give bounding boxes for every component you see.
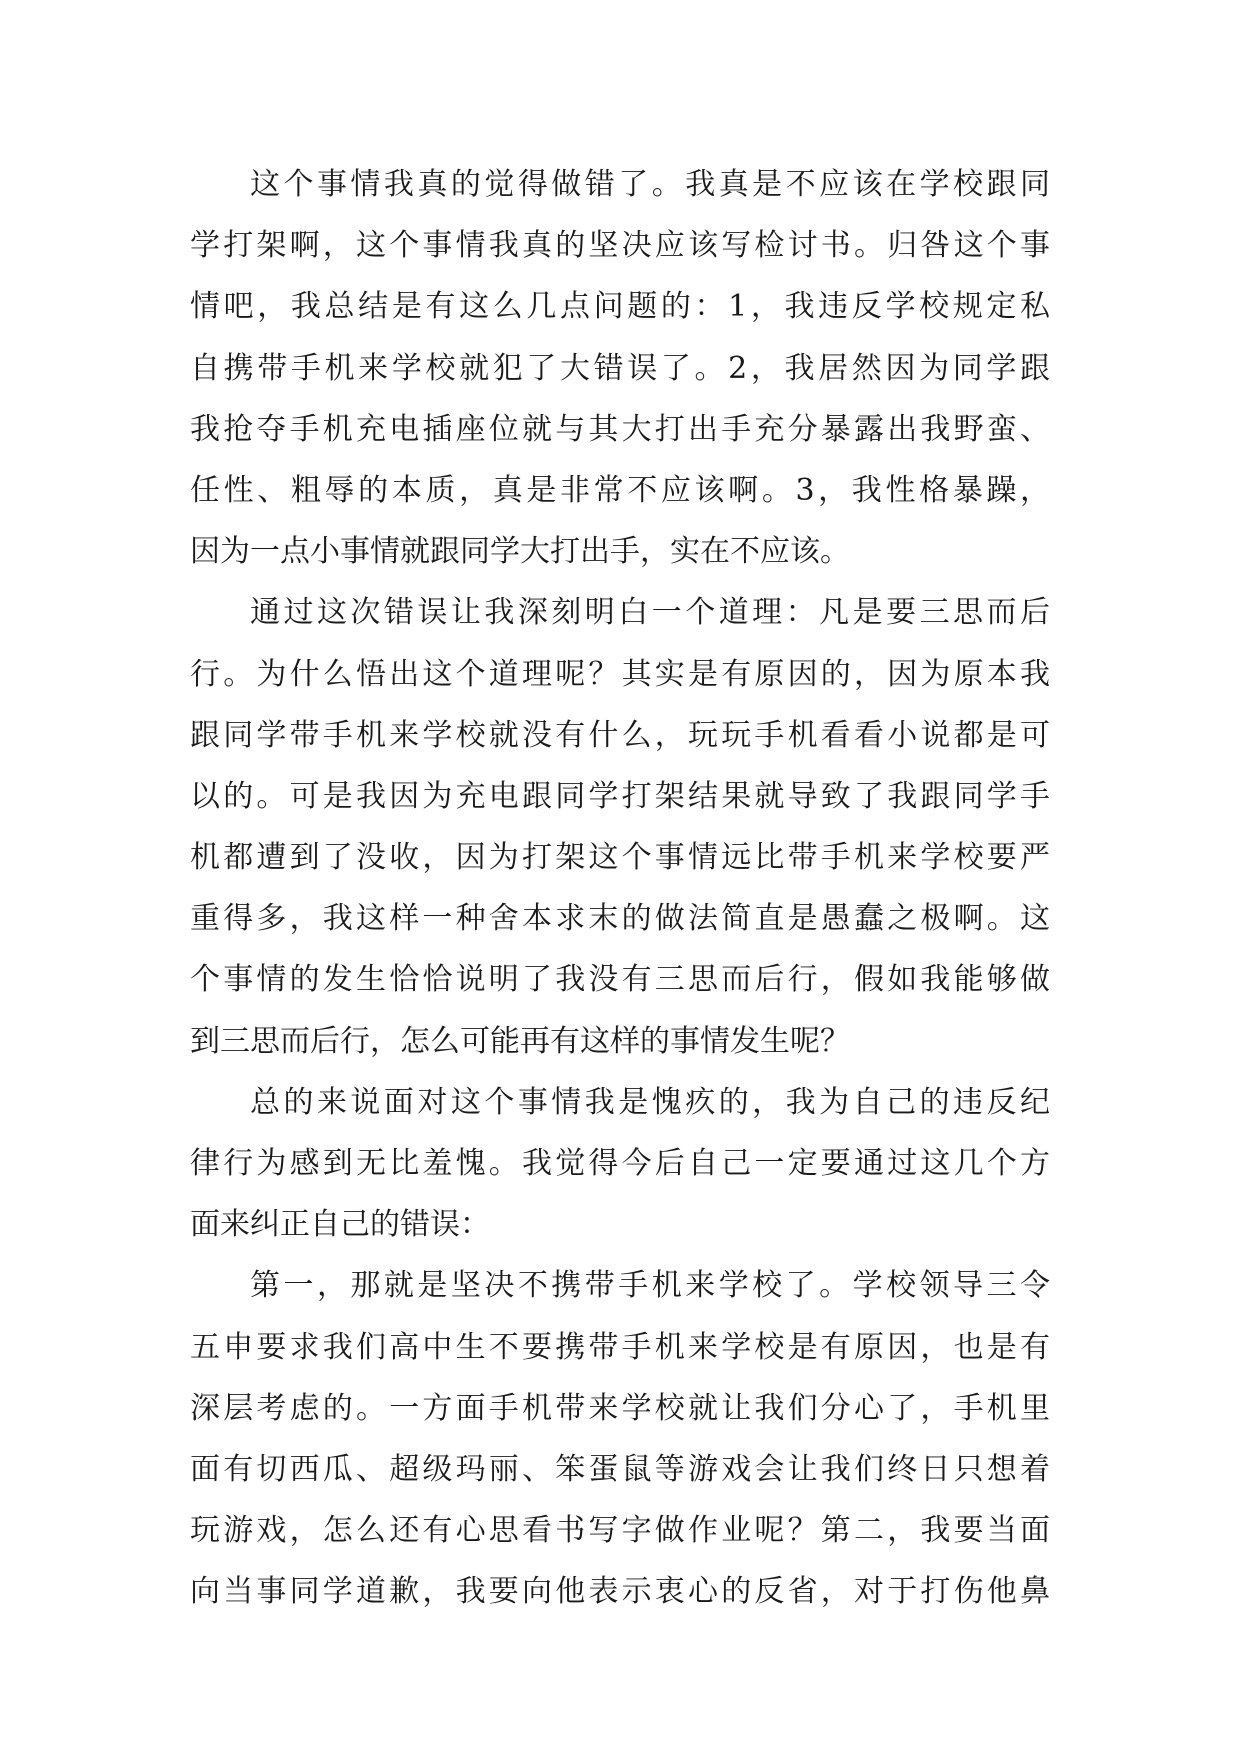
paragraph-4-line: 面有切西瓜、超级玛丽、笨蛋鼠等游戏会让我们终日只想着 bbox=[190, 1451, 1050, 1487]
paragraph-2-line: 行。为什么悟出这个道理呢？其实是有原因的，因为原本我 bbox=[190, 656, 1050, 692]
paragraph-2-line: 重得多，我这样一种舍本求末的做法简直是愚蠢之极啊。这 bbox=[190, 901, 1050, 937]
paragraph-3-line: 总的来说面对这个事情我是愧疚的，我为自己的违反纪 bbox=[250, 1084, 1050, 1120]
document-body bbox=[190, 162, 1050, 1631]
paragraph-4-line: 向当事同学道歉，我要向他表示衷心的反省，对于打伤他鼻 bbox=[190, 1574, 1050, 1610]
paragraph-1-line: 我抢夺手机充电插座位就与其大打出手充分暴露出我野蛮、 bbox=[190, 411, 1050, 447]
paragraph-1-line: 学打架啊，这个事情我真的坚决应该写检讨书。归咎这个事 bbox=[190, 228, 1050, 264]
paragraph-1-line: 任性、粗辱的本质，真是非常不应该啊。3，我性格暴躁， bbox=[190, 472, 1050, 508]
paragraph-1-line: 因为一点小事情就跟同学大打出手，实在不应该。 bbox=[190, 534, 850, 570]
paragraph-2-line: 通过这次错误让我深刻明白一个道理：凡是要三思而后 bbox=[250, 595, 1050, 631]
paragraph-1-line: 这个事情我真的觉得做错了。我真是不应该在学校跟同 bbox=[250, 167, 1050, 202]
paragraph-4-line: 五申要求我们高中生不要携带手机来学校是有原因，也是有 bbox=[190, 1329, 1050, 1365]
paragraph-2-line: 跟同学带手机来学校就没有什么，玩玩手机看看小说都是可 bbox=[190, 717, 1050, 753]
paragraph-2-line: 到三思而后行，怎么可能再有这样的事情发生呢？ bbox=[190, 1023, 850, 1059]
paragraph-4-line: 深层考虑的。一方面手机带来学校就让我们分心了，手机里 bbox=[190, 1390, 1050, 1426]
paragraph-1-line: 情吧，我总结是有这么几点问题的：1，我违反学校规定私 bbox=[190, 289, 1050, 325]
paragraph-4-line: 第一，那就是坚决不携带手机来学校了。学校领导三令 bbox=[250, 1268, 1050, 1304]
paragraph-2-line: 以的。可是我因为充电跟同学打架结果就导致了我跟同学手 bbox=[190, 778, 1050, 814]
paragraph-4-line: 玩游戏，怎么还有心思看书写字做作业呢？第二，我要当面 bbox=[190, 1513, 1050, 1549]
paragraph-3-line: 律行为感到无比羞愧。我觉得今后自己一定要通过这几个方 bbox=[190, 1146, 1050, 1181]
paragraph-1-line: 自携带手机来学校就犯了大错误了。2，我居然因为同学跟 bbox=[190, 350, 1050, 386]
paragraph-2-line: 机都遭到了没收，因为打架这个事情远比带手机来学校要严 bbox=[190, 840, 1050, 876]
paragraph-2-line: 个事情的发生恰恰说明了我没有三思而后行，假如我能够做 bbox=[190, 962, 1050, 998]
paragraph-3-line: 面来纠正自己的错误： bbox=[190, 1207, 490, 1243]
